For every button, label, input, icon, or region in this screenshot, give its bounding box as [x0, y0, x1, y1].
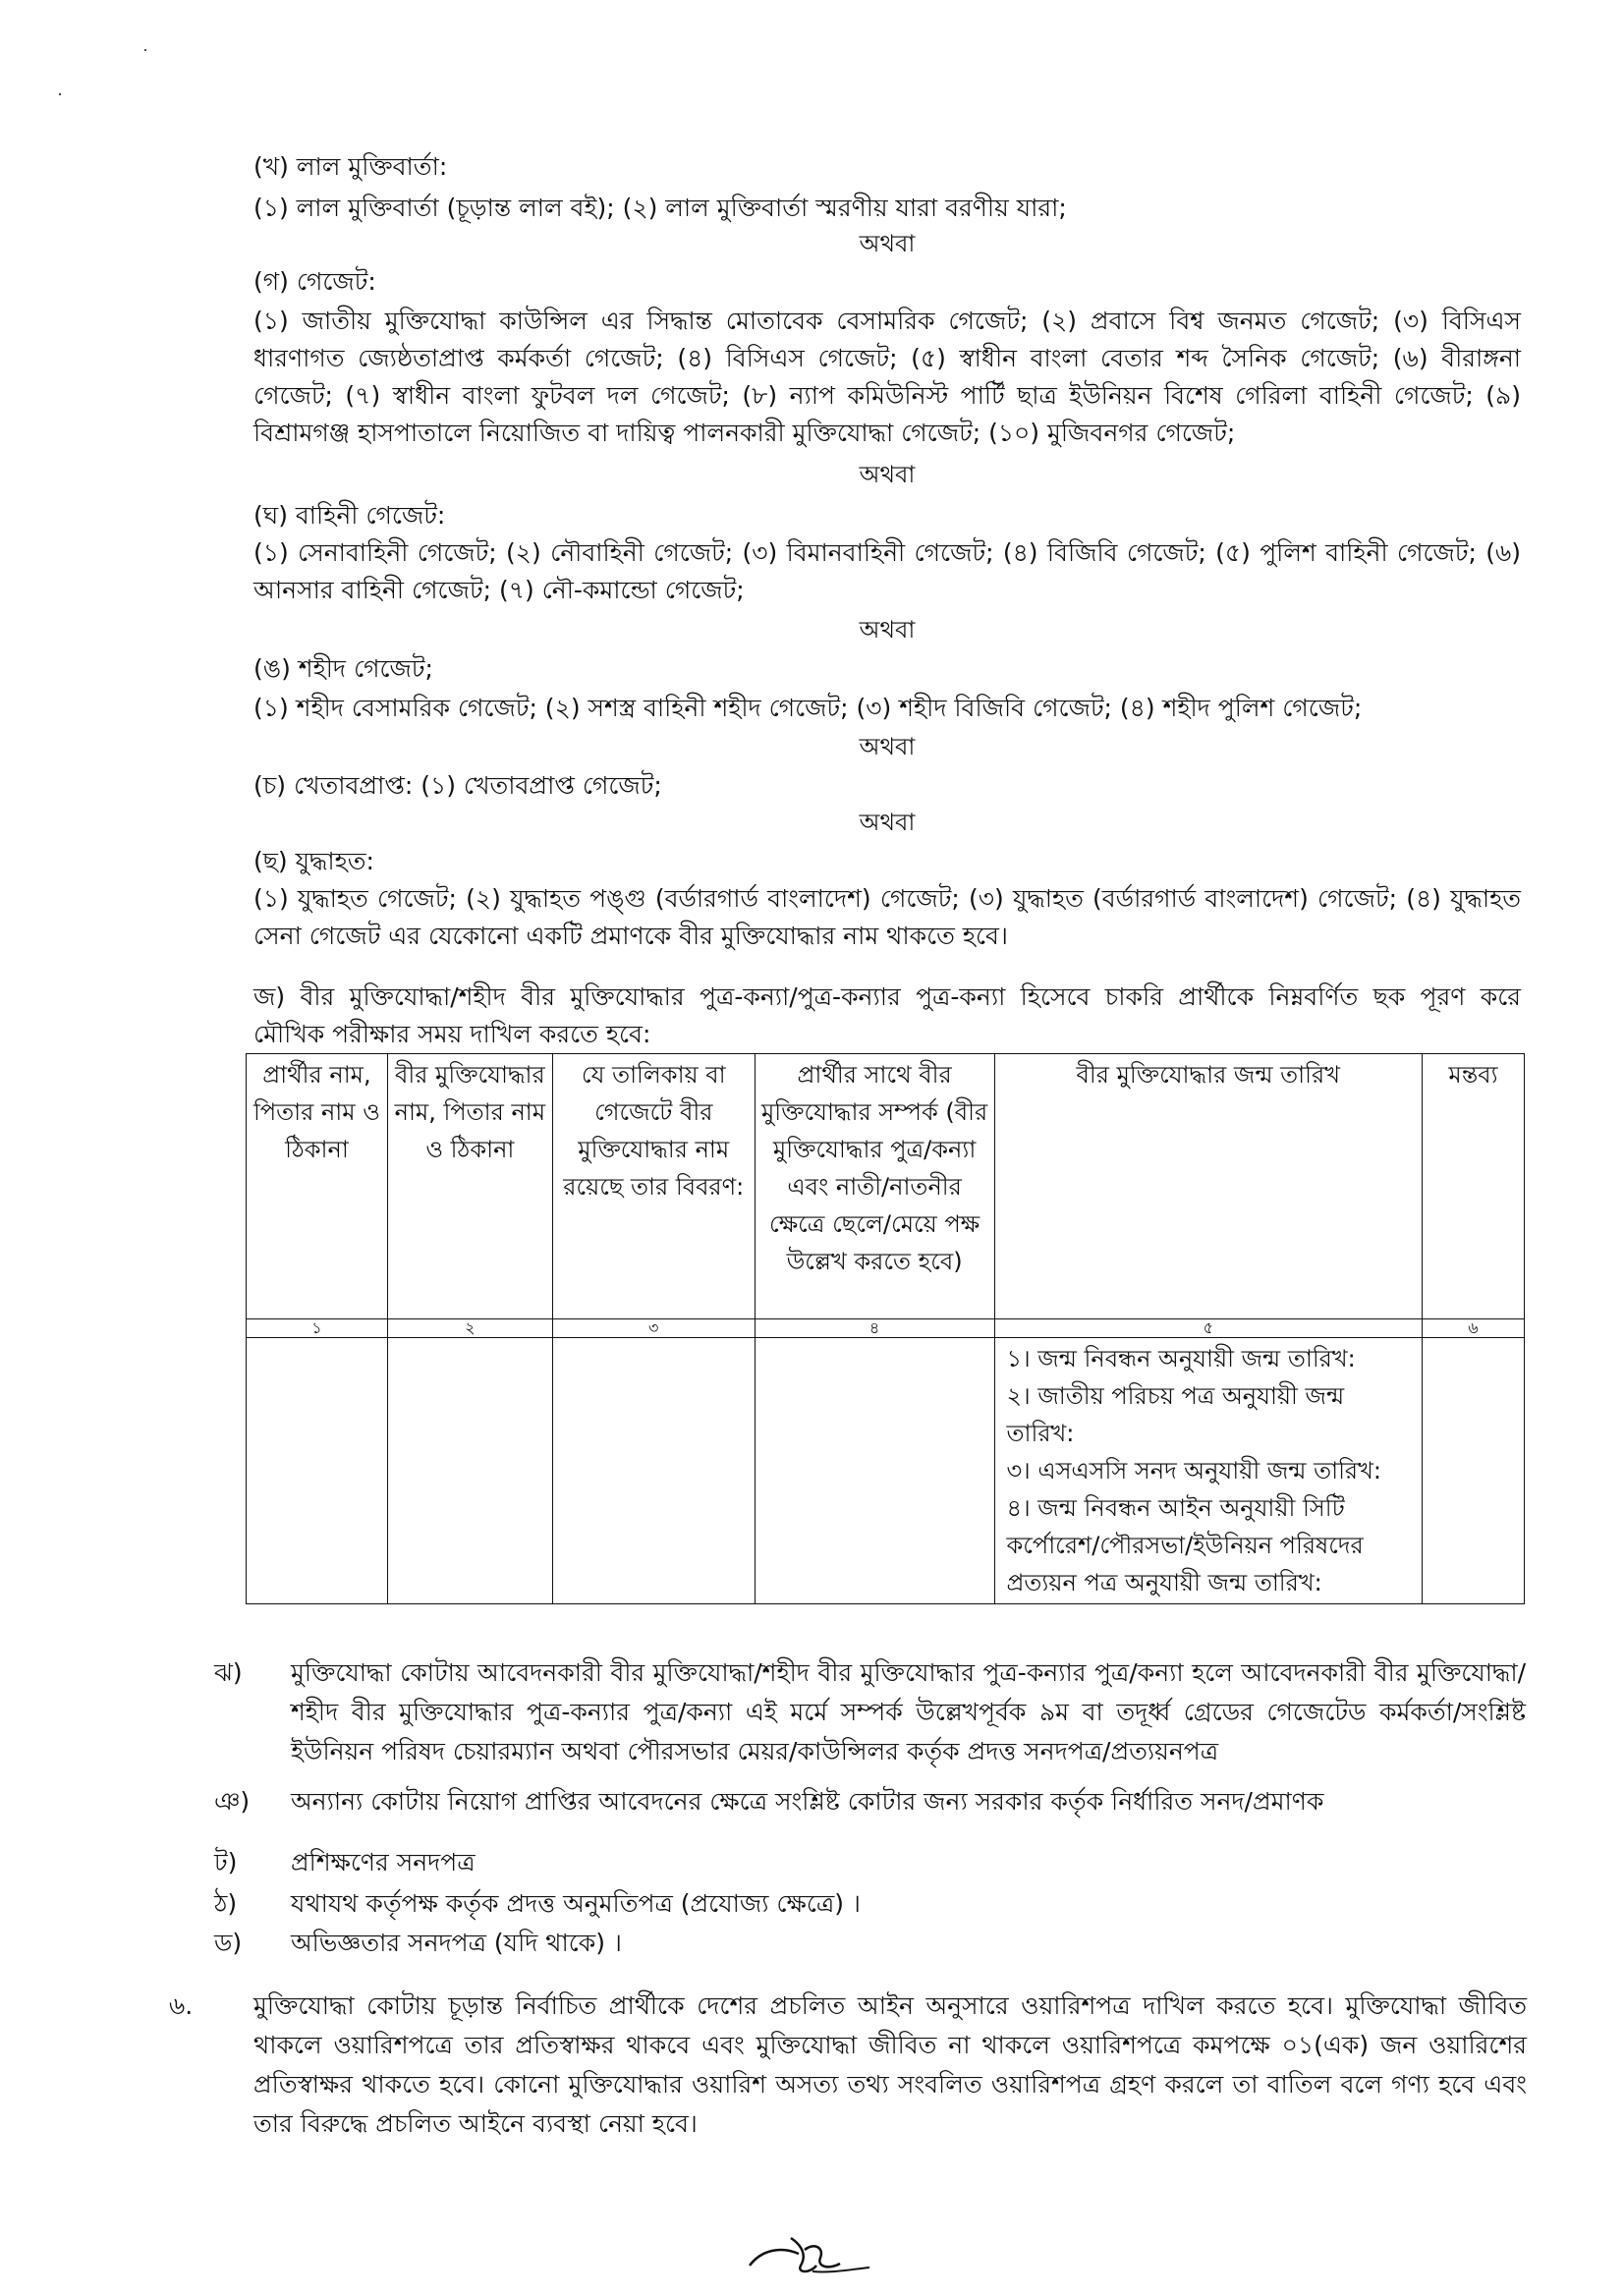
birth-date-line-4: ৪। জন্ম নিবন্ধন আইন অনুযায়ী সিটি কর্পোরেশ/পৌরসভা/ইউনিয়ন পরিষদের প্রত্যয়ন পত্র অনুযায়ী জন্ম তারিখ:	[1006, 1494, 1364, 1596]
cell-freedom-fighter-name[interactable]	[387, 1338, 552, 1604]
list-item-marker: ৬.	[169, 1991, 194, 2020]
freedom-fighter-info-table	[246, 1053, 1525, 1604]
section-kha-title: (খ) লাল মুক্তিবার্তা:	[253, 152, 448, 181]
list-item-text: মুক্তিযোদ্ধা কোটায় চূড়ান্ত নির্বাচিত প্রার্থীকে দেশের প্রচলিত আইন অনুসারে ওয়ারিশপত্র দাখিল করতে হবে। মুক্তিযোদ্ধা জীবিত থাকলে ওয়ারিশপত্রে তার প্রতিস্বাক্ষর থাকবে এবং মুক্তিযোদ্ধা জীবিত না থাকলে ওয়ারিশপত্রে কমপক্ষে ০১(এক) জন ওয়ারিশের প্রতিস্বাক্ষর থাকতে হবে। কোনো মুক্তিযোদ্ধার ওয়ারিশ অসত্য তথ্য সংবলিত ওয়ারিশপত্র গ্রহণ করলে তা বাতিল বলে গণ্য হবে এবং তার বিরুদ্ধে প্রচলিত আইনে ব্যবস্থা নেয়া হবে।	[253, 1991, 1527, 2138]
scan-speck	[144, 49, 146, 51]
header-remarks: মন্তব্য	[1423, 1054, 1525, 1319]
table-number-row	[247, 1319, 1525, 1338]
header-candidate-name: প্রার্থীর নাম, পিতার নাম ও ঠিকানা	[247, 1054, 388, 1319]
cell-birth-date[interactable]	[994, 1338, 1423, 1604]
birth-date-line-3: ৩। এসএসসি সনদ অনুযায়ী জন্ম তারিখ:	[1006, 1457, 1381, 1484]
section-kha-line-1: (১) লাল মুক্তিবার্তা (চূড়ান্ত লাল বই); (২) লাল মুক্তিবার্তা স্মরণীয় যারা বরণীয় যারা;	[253, 194, 1067, 222]
scan-speck	[59, 93, 61, 95]
or-separator: অথবা	[859, 230, 916, 257]
list-item-marker: ড)	[214, 1929, 243, 1957]
section-gha-line-2: আনসার বাহিনী গেজেট; (৭) নৌ-কমান্ডো গেজেট;	[253, 576, 745, 604]
list-item-marker: ঞ)	[214, 1787, 251, 1816]
column-number: ৬	[1423, 1319, 1525, 1338]
list-item-text: প্রশিক্ষণের সনদপত্র	[291, 1848, 476, 1876]
list-item-marker: ঝ)	[214, 1658, 243, 1687]
section-ga-line-4: বিশ্রামগঞ্জ হাসপাতালে নিয়োজিত বা দায়িত্ব পালনকারী মুক্তিযোদ্ধা গেজেট; (১০) মুজিবনগর গেজেট;	[253, 419, 1236, 447]
list-item-jha	[214, 1653, 1526, 1776]
section-ga-line-1: (১) জাতীয় মুক্তিযোদ্ধা কাউন্সিল এর সিদ্ধান্ত মোতাবেক বেসামরিক গেজেট; (২) প্রবাসে বিশ্ব জনমত গেজেট; (৩) বিসিএস	[253, 307, 1521, 335]
section-gha-line-1: (১) সেনাবাহিনী গেজেট; (২) নৌবাহিনী গেজেট; (৩) বিমানবাহিনী গেজেট; (৪) বিজিবি গেজেট; (৫) পুলিশ বাহিনী গেজেট; (৬)	[253, 538, 1521, 567]
section-ja-line-1: জ) বীর মুক্তিযোদ্ধা/শহীদ বীর মুক্তিযোদ্ধার পুত্র-কন্যা/পুত্র-কন্যার পুত্র-কন্যা হিসেবে চাকরি প্রার্থীকে নিম্নবর্ণিত ছক পূরণ করে	[253, 982, 1521, 1011]
column-number: ৩	[552, 1319, 755, 1338]
or-separator: অথবা	[859, 461, 916, 488]
list-item-marker: ঠ)	[214, 1889, 238, 1918]
cell-gazette-details[interactable]	[552, 1338, 755, 1604]
column-number: ২	[387, 1319, 552, 1338]
list-item-6	[169, 1987, 1527, 2149]
section-ga-line-3: গেজেট; (৭) স্বাধীন বাংলা ফুটবল দল গেজেট; (৮) ন্যাপ কমিউনিস্ট পার্টি ছাত্র ইউনিয়ন বিশেষ গেরিলা বাহিনী গেজেট; (৯)	[253, 381, 1521, 410]
signature-image	[742, 2228, 889, 2282]
list-item-nya	[214, 1782, 1526, 1821]
or-separator: অথবা	[859, 809, 916, 836]
section-cha-line-1: (১) যুদ্ধাহত গেজেট; (২) যুদ্ধাহত পঙ্গু (বর্ডারগার্ড বাংলাদেশ) গেজেট; (৩) যুদ্ধাহত (বর্ডারগার্ড বাংলাদেশ) গেজেট; (৪) যুদ্ধাহত	[253, 884, 1521, 913]
section-ca-line-1: (চ) খেতাবপ্রাপ্ত: (১) খেতাবপ্রাপ্ত গেজেট;	[253, 771, 662, 800]
section-cha-line-2: সেনা গেজেট এর যেকোনো একটি প্রমাণকে বীর মুক্তিযোদ্ধার নাম থাকতে হবে।	[253, 922, 1008, 950]
list-item-text: মুক্তিযোদ্ধা কোটায় আবেদনকারী বীর মুক্তিযোদ্ধা/শহীদ বীর মুক্তিযোদ্ধার পুত্র-কন্যার পুত্র/কন্যা হলে আবেদনকারী বীর মুক্তিযোদ্ধা/শহীদ বীর মুক্তিযোদ্ধার পুত্র-কন্যার পুত্র/কন্যা এই মর্মে সম্পর্ক উল্লেখপূর্বক ৯ম বা তদূর্ধ্ব গ্রেডের গেজেটেড কর্মকর্তা/সংশ্লিষ্ট ইউনিয়ন পরিষদ চেয়ারম্যান অথবা পৌরসভার মেয়র/কাউন্সিলর কর্তৃক প্রদত্ত সনদপত্র/প্রত্যয়নপত্র	[291, 1658, 1526, 1765]
column-number: ৪	[755, 1319, 994, 1338]
cell-remarks[interactable]	[1423, 1338, 1525, 1604]
section-gha-title: (ঘ) বাহিনী গেজেট:	[253, 501, 446, 530]
list-item-text: অভিজ্ঞতার সনদপত্র (যদি থাকে) ।	[291, 1929, 622, 1957]
section-uma-title: (ঙ) শহীদ গেজেট;	[253, 654, 433, 683]
cell-relationship[interactable]	[755, 1338, 994, 1604]
column-number: ৫	[994, 1319, 1423, 1338]
section-ga-line-2: ধারণাগত জ্যেষ্ঠতাপ্রাপ্ত কর্মকর্তা গেজেট; (৪) বিসিএস গেজেট; (৫) স্বাধীন বাংলা বেতার শব্দ সৈনিক গেজেট; (৬) বীরাঙ্গনা	[253, 344, 1521, 372]
section-ga-title: (গ) গেজেট:	[253, 267, 376, 296]
or-separator: অথবা	[859, 616, 916, 644]
section-cha-title: (ছ) যুদ্ধাহত:	[253, 847, 374, 875]
or-separator: অথবা	[859, 733, 916, 760]
cell-candidate-name[interactable]	[247, 1338, 388, 1604]
section-uma-line-1: (১) শহীদ বেসামরিক গেজেট; (২) সশস্ত্র বাহিনী শহীদ গেজেট; (৩) শহীদ বিজিবি গেজেট; (৪) শহীদ পুলিশ গেজেট;	[253, 694, 1363, 722]
birth-date-line-2: ২। জাতীয় পরিচয় পত্র অনুযায়ী জন্ম তারিখ:	[1006, 1382, 1345, 1447]
table-header-row	[247, 1054, 1525, 1319]
list-item-ttha	[214, 1884, 1526, 1924]
section-ja-line-2: মৌখিক পরীক্ষার সময় দাখিল করতে হবে:	[253, 1020, 651, 1048]
list-item-text: যথাযথ কর্তৃপক্ষ কর্তৃক প্রদত্ত অনুমতিপত্র (প্রযোজ্য ক্ষেত্রে) ।	[291, 1889, 861, 1918]
list-item-marker: ট)	[214, 1848, 238, 1876]
header-freedom-fighter-name: বীর মুক্তিযোদ্ধার নাম, পিতার নাম ও ঠিকানা	[387, 1054, 552, 1319]
birth-date-line-1: ১। জন্ম নিবন্ধন অনুযায়ী জন্ম তারিখ:	[1006, 1345, 1356, 1372]
list-item-text: অন্যান্য কোটায় নিয়োগ প্রাপ্তির আবেদনের ক্ষেত্রে সংশ্লিষ্ট কোটার জন্য সরকার কর্তৃক নির্ধারিত সনদ/প্রমাণক	[291, 1787, 1324, 1816]
table-row	[247, 1338, 1525, 1604]
list-item-dda	[214, 1924, 1526, 1963]
column-number: ১	[247, 1319, 388, 1338]
list-item-tta	[214, 1843, 1526, 1882]
header-relationship: প্রার্থীর সাথে বীর মুক্তিযোদ্ধার সম্পর্ক (বীর মুক্তিযোদ্ধার পুত্র/কন্যা এবং নাতী/নাতনীর ক্ষেত্রে ছেলে/মেয়ে পক্ষ উল্লেখ করতে হবে)	[755, 1054, 994, 1319]
header-gazette-details: যে তালিকায় বা গেজেটে বীর মুক্তিযোদ্ধার নাম রয়েছে তার বিবরণ:	[552, 1054, 755, 1319]
header-birth-date: বীর মুক্তিযোদ্ধার জন্ম তারিখ	[994, 1054, 1423, 1319]
